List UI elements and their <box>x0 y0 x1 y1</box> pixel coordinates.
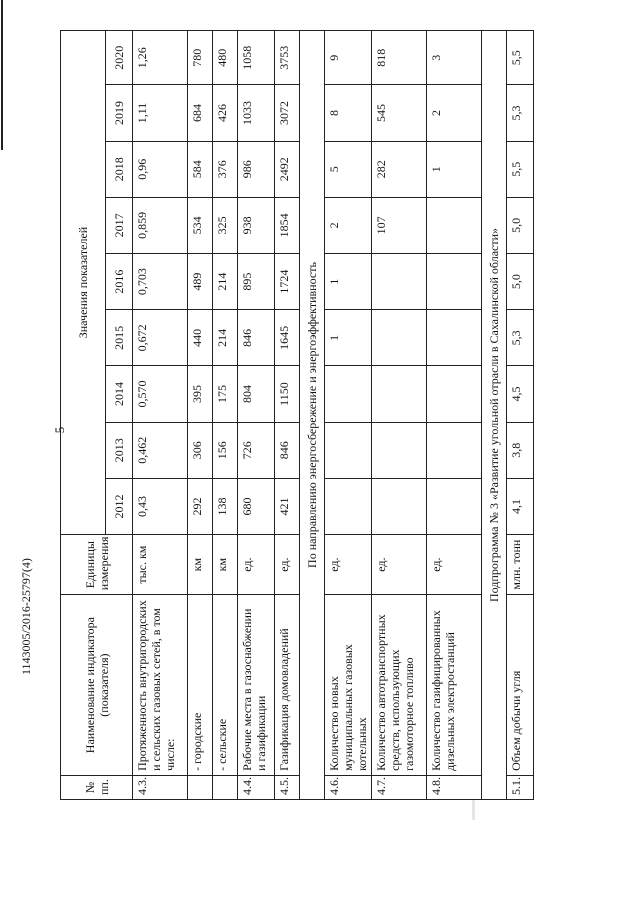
row-unit: ед. <box>275 535 300 595</box>
row-value: 5,0 <box>507 197 534 253</box>
row-value: 325 <box>213 197 238 253</box>
header-year: 2016 <box>106 254 133 310</box>
row-value: 1645 <box>275 310 300 366</box>
row-value: 8 <box>325 85 372 141</box>
row-value: 1724 <box>275 254 300 310</box>
row-value <box>427 197 482 253</box>
row-value: 1 <box>427 141 482 197</box>
section-row <box>300 31 325 800</box>
row-number <box>188 775 213 799</box>
row-value: 395 <box>188 366 213 422</box>
row-value: 480 <box>213 31 238 85</box>
header-year: 2013 <box>106 422 133 478</box>
row-value: 5 <box>325 141 372 197</box>
row-value: 282 <box>372 141 427 197</box>
row-value: 440 <box>188 310 213 366</box>
row-value <box>372 254 427 310</box>
row-value: 2 <box>325 197 372 253</box>
row-value: 426 <box>213 85 238 141</box>
row-value: 5,3 <box>507 85 534 141</box>
row-value: 3072 <box>275 85 300 141</box>
row-indicator-name: - сельские <box>213 595 238 776</box>
row-value <box>427 478 482 534</box>
header-year: 2015 <box>106 310 133 366</box>
row-number: 4.4. <box>238 775 275 799</box>
row-unit: км <box>188 535 213 595</box>
row-value: 780 <box>188 31 213 85</box>
row-value: 0,96 <box>133 141 188 197</box>
row-value: 376 <box>213 141 238 197</box>
row-value: 1 <box>325 310 372 366</box>
row-value: 3753 <box>275 31 300 85</box>
row-value: 138 <box>213 478 238 534</box>
table-row <box>213 31 238 800</box>
row-value <box>372 422 427 478</box>
header-year: 2020 <box>106 31 133 85</box>
row-indicator-name: Количество автотранспортных средств, использующих газомоторное топливо <box>372 595 427 776</box>
header-year: 2017 <box>106 197 133 253</box>
row-indicator-name: Протяженность внутригородских и сельских газовых сетей, в том числе: <box>133 595 188 776</box>
table-row <box>133 31 188 800</box>
row-unit: тыс. км <box>133 535 188 595</box>
row-value <box>372 366 427 422</box>
row-value <box>372 310 427 366</box>
row-value: 421 <box>275 478 300 534</box>
scan-mark <box>472 800 475 820</box>
row-value: 895 <box>238 254 275 310</box>
table-row <box>238 31 275 800</box>
scan-edge-line <box>1 0 3 150</box>
row-value: 156 <box>213 422 238 478</box>
row-value: 2 <box>427 85 482 141</box>
row-value: 684 <box>188 85 213 141</box>
row-value: 306 <box>188 422 213 478</box>
row-value: 938 <box>238 197 275 253</box>
row-value <box>427 422 482 478</box>
section-title: Подпрограмма № 3 «Развитие угольной отрасли в Сахалинской области» <box>482 31 507 800</box>
row-value: 545 <box>372 85 427 141</box>
row-indicator-name: Количество газифицированных дизельных электростанций <box>427 595 482 776</box>
row-value: 9 <box>325 31 372 85</box>
row-value <box>427 254 482 310</box>
row-unit: млн. тонн <box>507 535 534 595</box>
row-value: 726 <box>238 422 275 478</box>
row-value: 1854 <box>275 197 300 253</box>
table-row <box>275 31 300 800</box>
row-number: 4.8. <box>427 775 482 799</box>
header-year: 2018 <box>106 141 133 197</box>
header-year: 2014 <box>106 366 133 422</box>
row-number: 5.1. <box>507 775 534 799</box>
row-value: 3 <box>427 31 482 85</box>
row-value: 846 <box>275 422 300 478</box>
row-number: 4.3. <box>133 775 188 799</box>
row-value: 534 <box>188 197 213 253</box>
row-value: 1033 <box>238 85 275 141</box>
row-value: 175 <box>213 366 238 422</box>
row-value: 804 <box>238 366 275 422</box>
row-value: 0,462 <box>133 422 188 478</box>
row-unit: км <box>213 535 238 595</box>
row-indicator-name: Рабочие места в газоснабжении и газификации <box>238 595 275 776</box>
row-indicator-name: Газификация домовладений <box>275 595 300 776</box>
indicators-table <box>60 30 534 800</box>
row-value: 1 <box>325 254 372 310</box>
row-unit: ед. <box>238 535 275 595</box>
row-value: 5,5 <box>507 31 534 85</box>
row-value <box>325 478 372 534</box>
row-value: 2492 <box>275 141 300 197</box>
section-row <box>482 31 507 800</box>
row-value: 584 <box>188 141 213 197</box>
row-value: 0,703 <box>133 254 188 310</box>
row-indicator-name: Объем добычи угля <box>507 595 534 776</box>
row-unit: ед. <box>427 535 482 595</box>
row-unit: ед. <box>372 535 427 595</box>
row-value: 0,570 <box>133 366 188 422</box>
header-number: № пп. <box>61 775 133 799</box>
row-value: 107 <box>372 197 427 253</box>
header-unit: Единицы измерения <box>61 535 133 595</box>
row-value: 986 <box>238 141 275 197</box>
row-value: 0,859 <box>133 197 188 253</box>
row-value: 3,8 <box>507 422 534 478</box>
header-indicator-name: Наименование индикатора (показателя) <box>61 595 133 776</box>
page-number: 5 <box>52 426 67 434</box>
table-row <box>188 31 213 800</box>
row-value: 214 <box>213 310 238 366</box>
row-value <box>372 478 427 534</box>
row-value: 5,0 <box>507 254 534 310</box>
row-indicator-name: Количество новых муниципальных газовых котельных <box>325 595 372 776</box>
row-value: 489 <box>188 254 213 310</box>
row-value <box>427 366 482 422</box>
row-value: 1150 <box>275 366 300 422</box>
row-value: 4,5 <box>507 366 534 422</box>
row-value: 4,1 <box>507 478 534 534</box>
row-value: 1058 <box>238 31 275 85</box>
row-value: 680 <box>238 478 275 534</box>
table-row <box>372 31 427 800</box>
row-value: 5,3 <box>507 310 534 366</box>
row-value: 5,5 <box>507 141 534 197</box>
row-number: 4.6. <box>325 775 372 799</box>
document-code: 1143005/2016-25797(4) <box>19 558 33 675</box>
row-value <box>427 310 482 366</box>
row-value: 1,26 <box>133 31 188 85</box>
table-row <box>507 31 534 800</box>
row-value: 818 <box>372 31 427 85</box>
row-indicator-name: - городские <box>188 595 213 776</box>
row-number <box>213 775 238 799</box>
row-unit: ед. <box>325 535 372 595</box>
section-title: По направлению энергосбережение и энергоэффективность <box>300 31 325 800</box>
table-row <box>325 31 372 800</box>
row-value: 214 <box>213 254 238 310</box>
table-row <box>427 31 482 800</box>
row-value: 0,43 <box>133 478 188 534</box>
row-value: 1,11 <box>133 85 188 141</box>
indicators-table-container <box>60 30 610 800</box>
header-year: 2012 <box>106 478 133 534</box>
header-year: 2019 <box>106 85 133 141</box>
header-values: Значения показателей <box>61 31 106 535</box>
row-value: 846 <box>238 310 275 366</box>
row-number: 4.7. <box>372 775 427 799</box>
row-value: 0,672 <box>133 310 188 366</box>
row-value <box>325 422 372 478</box>
row-value <box>325 366 372 422</box>
row-number: 4.5. <box>275 775 300 799</box>
row-value: 292 <box>188 478 213 534</box>
